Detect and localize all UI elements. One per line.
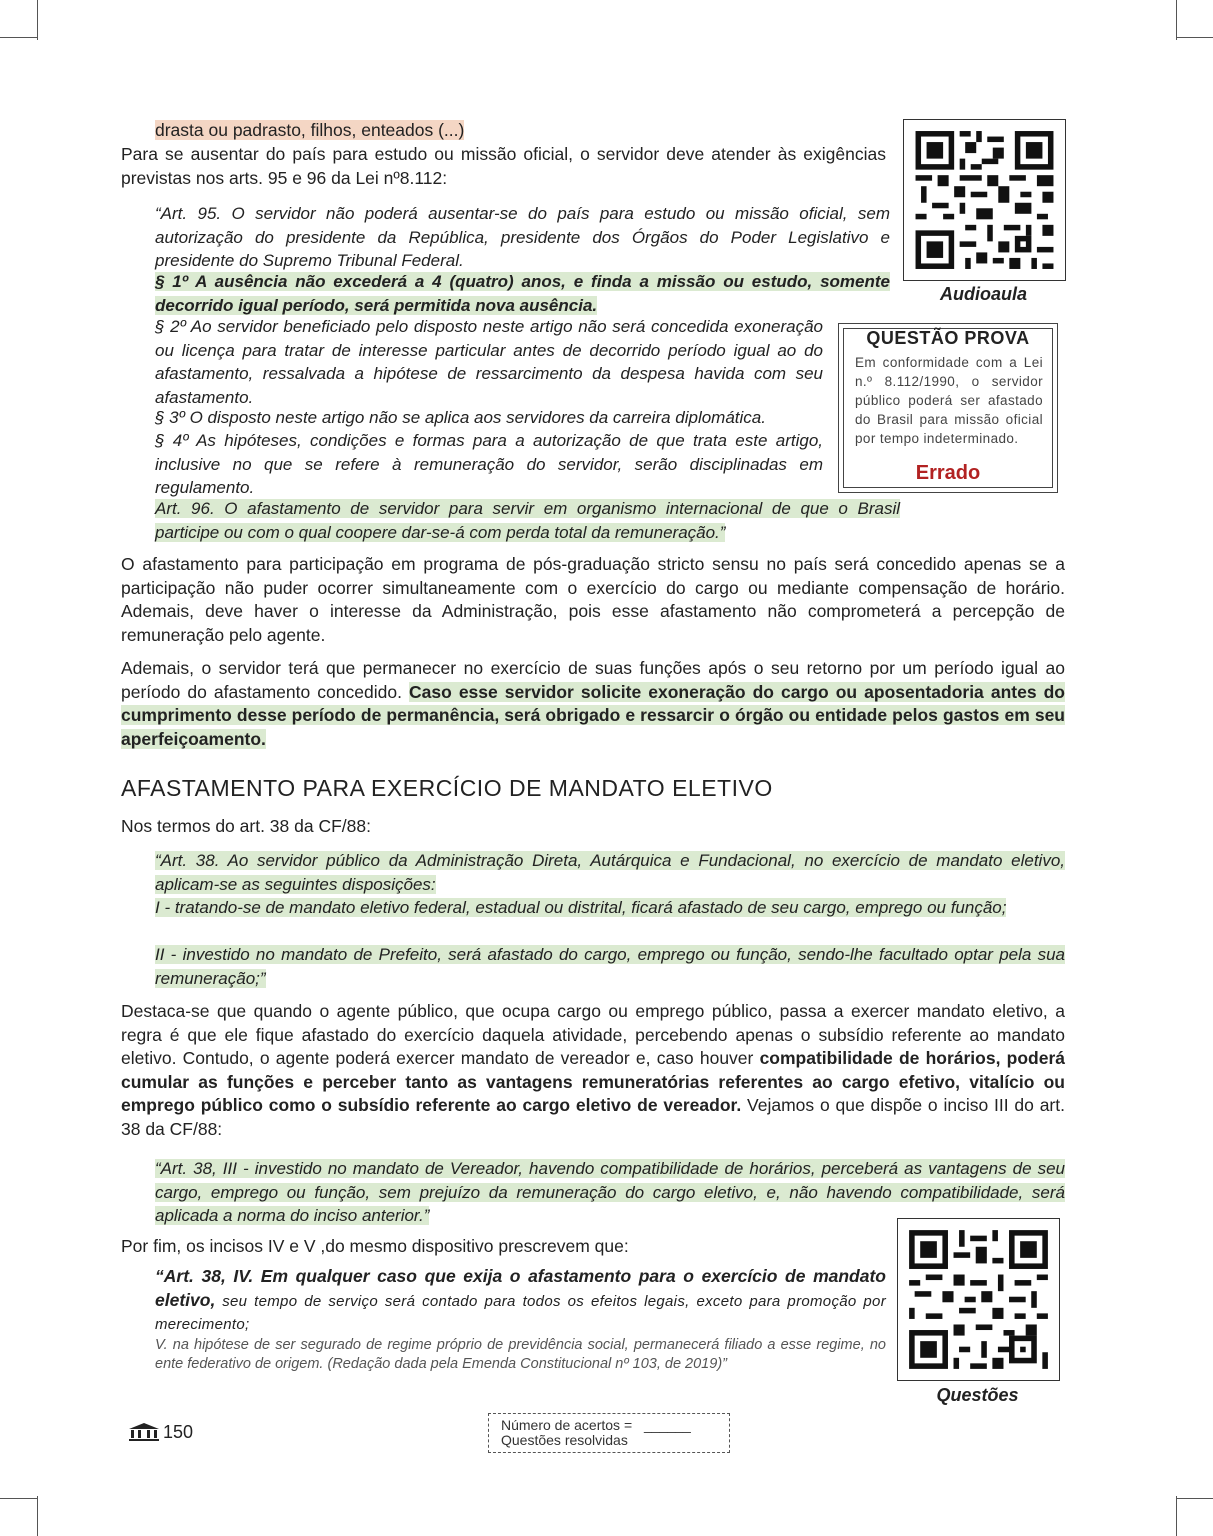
art95-caput: “Art. 95. O servidor não poderá ausentar-se do país para estudo ou missão oficial, sem autorização do presidente da República, presidente dos Órgãos do Poder Legislativo e presidente do Supremo Tribunal Federal. — [155, 204, 890, 270]
art38-inciso-i: I - tratando-se de mandato eletivo federal, estadual ou distrital, ficará afastado de seu cargo, emprego ou função; — [155, 898, 1007, 917]
paragraph-pos-graduacao: O afastamento para participação em programa de pós-graduação stricto sensu no país será concedido apenas se a participação não puder ocorrer simultaneamente com o exercício do cargo ou mediante compensação de horário. Ademais, deve haver o interesse da Administração, pois esse afastamento não comprometerá a percepção de remuneração pelo agente. — [121, 554, 1065, 645]
qr-code-icon — [898, 1219, 1059, 1380]
qr-code-audioaula[interactable] — [903, 119, 1066, 281]
intro-fragment: drasta ou padrasto, filhos, enteados (...) — [155, 120, 465, 140]
questao-prova-answer: Errado — [915, 462, 981, 484]
questao-prova-text: Em conformidade com a Lei n.º 8.112/1990, o servidor público poderá ser afastado do Brasil para missão oficial por tempo indeterminado. — [855, 355, 1043, 446]
art38-inciso-iv: “Art. 38, IV. Em qualquer caso que exija o afastamento para o exercício de mandato eletivo, seu tempo de serviço será contado para todos os efeitos legais, exceto para promoção por merecimento; — [155, 1266, 886, 1333]
crop-mark — [37, 0, 38, 40]
art96-quote: Art. 96. O afastamento de servidor para servir em organismo internacional de que o Brasil participe ou com o qual coopere dar-se-á com perda total da remuneração.” — [155, 499, 900, 542]
art38-inciso-iii: “Art. 38, III - investido no mandato de Vereador, havendo compatibilidade de horários, perceberá as vantagens de seu cargo, emprego ou função, sem prejuízo da remuneração do cargo eletivo, e, não havendo compatibilidade, será aplicada a norma do inciso anterior.” — [155, 1159, 1065, 1225]
crop-mark — [1176, 1496, 1177, 1536]
paragraph-art38-intro: Nos termos do art. 38 da CF/88: — [121, 816, 371, 836]
paragraph-vereador: Destaca-se que quando o agente público, que ocupa cargo ou emprego público, passa a exercer mandato eletivo, a regra é que ele fique afastado do exercício daquela atividade, percebendo apenas o subsídio referente ao mandato eletivo. Contudo, o agente poderá exercer mandato de vereador e, caso houver compatibilidade de horários, poderá cumular as funções e perceber tanto as vantagens remuneratórias referentes ao cargo efetivo, vitalício ou emprego público como o subsídio referente ao cargo eletivo de vereador. Vejamos o que dispõe o inciso III do art. 38 da CF/88: — [121, 1001, 1065, 1139]
art95-paragraph-4: § 4º As hipóteses, condições e formas para a autorização de que trata este artigo, inclusive no que se refere à remuneração do servidor, serão disciplinadas em regulamento. — [155, 431, 823, 497]
score-label-resolvidas: Questões resolvidas — [501, 1432, 628, 1448]
art95-paragraph-3: § 3º O disposto neste artigo não se aplica aos servidores da carreira diplomática. — [155, 408, 766, 427]
qr-caption-questoes: Questões — [936, 1385, 1019, 1405]
art38-inciso-v: V. na hipótese de ser segurado de regime próprio de previdência social, permanecerá filiado a esse regime, no ente federativo de origem. (Redação dada pela Emenda Constitucional nº 103, de 2019)” — [155, 1337, 886, 1372]
paragraph-incisos-iv-v: Por fim, os incisos IV e V ,do mesmo dispositivo prescrevem que: — [121, 1236, 629, 1256]
crop-mark — [0, 1498, 37, 1499]
qr-code-questoes[interactable] — [897, 1218, 1060, 1381]
crop-mark — [1176, 1498, 1213, 1499]
section-heading: AFASTAMENTO PARA EXERCÍCIO DE MANDATO ELETIVO — [121, 775, 773, 801]
art95-paragraph-2: § 2º Ao servidor beneficiado pelo disposto neste artigo não será concedida exoneração ou licença para tratar de interesse particular antes de decorrido período igual ao do afastamento, ressalvada a hipótese de ressarcimento da despesa havida com seu afastamento. — [155, 317, 823, 407]
art95-paragraph-1: § 1º A ausência não excederá a 4 (quatro) anos, e finda a missão ou estudo, somente decorrido igual período, será permitida nova ausência. — [155, 272, 890, 315]
score-blank: ______ — [644, 1417, 691, 1433]
score-box — [488, 1413, 730, 1453]
crop-mark — [1176, 0, 1177, 40]
page-number: 150 — [163, 1422, 194, 1442]
questao-prova-title: QUESTÃO PROVA — [866, 328, 1030, 348]
qr-code-icon — [904, 120, 1065, 280]
library-logo-icon — [128, 1422, 160, 1447]
crop-mark — [0, 37, 37, 38]
crop-mark — [37, 1496, 38, 1536]
paragraph-intro: Para se ausentar do país para estudo ou missão oficial, o servidor deve atender às exigências previstas nos arts. 95 e 96 da Lei nº8.112: — [121, 144, 886, 188]
qr-caption-audioaula: Audioaula — [939, 284, 1027, 304]
art38-inciso-ii: II - investido no mandato de Prefeito, será afastado do cargo, emprego ou função, sendo-lhe facultado optar pela sua remuneração;” — [155, 945, 1065, 988]
score-label-acertos: Número de acertos = — [501, 1417, 633, 1433]
paragraph-permanencia: Ademais, o servidor terá que permanecer no exercício de suas funções após o seu retorno por um período igual ao período do afastamento concedido. Caso esse servidor solicite exoneração do cargo ou aposentadoria antes do cumprimento desse período de permanência, será obrigado e ressarcir o órgão ou entidade pelos gastos em seu aperfeiçoamento. — [121, 658, 1065, 749]
art38-caput: “Art. 38. Ao servidor público da Administração Direta, Autárquica e Fundacional, no exercício de mandato eletivo, aplicam-se as seguintes disposições: — [155, 851, 1065, 894]
crop-mark — [1176, 37, 1213, 38]
questao-prova-box — [838, 323, 1058, 493]
